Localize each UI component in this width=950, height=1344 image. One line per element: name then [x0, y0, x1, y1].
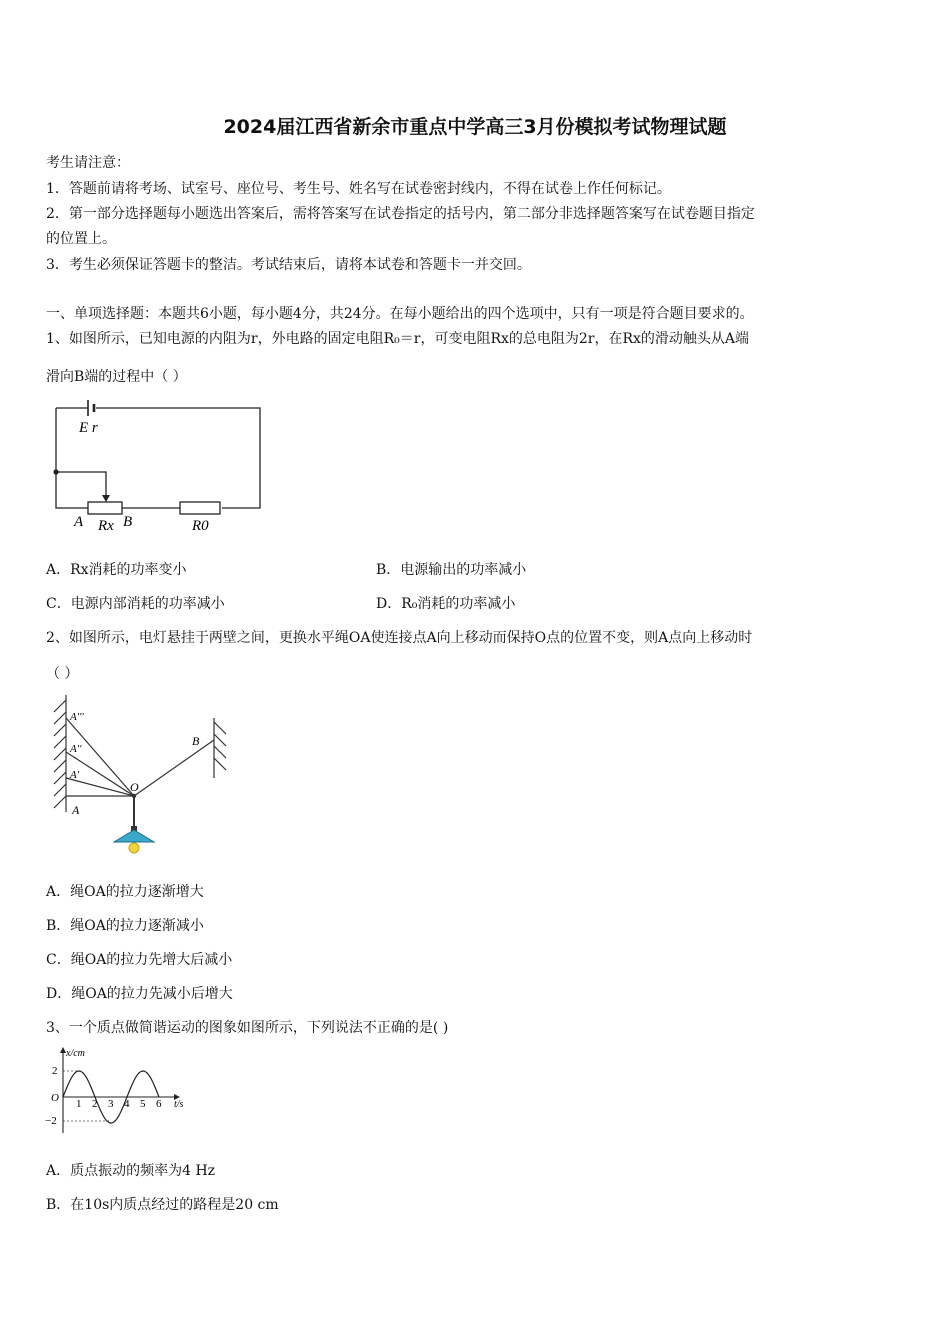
ytick-neg2: −2: [45, 1115, 57, 1127]
q2-stem-line2: （ ）: [46, 666, 79, 682]
xtick-2: 2: [92, 1098, 98, 1110]
b-label: B: [192, 734, 200, 748]
xtick-1: 1: [76, 1098, 82, 1110]
q3-option-a: A．质点振动的频率为4 Hz: [46, 1163, 216, 1179]
page-title: 2024届江西省新余市重点中学高三3月份模拟考试物理试题: [223, 116, 727, 138]
rx-label: Rx: [98, 518, 114, 534]
a2-label: A'': [70, 743, 82, 755]
q1-option-a: A．Rx消耗的功率变小: [46, 562, 187, 578]
a-label: A: [72, 803, 80, 817]
lamp-bulb: [129, 843, 139, 853]
q3-shm-graph: [44, 1045, 204, 1137]
o-label: O: [130, 780, 139, 794]
circuit-wire-top-right: [96, 408, 260, 508]
q1-circuit-figure: [46, 396, 276, 538]
a1-label: A': [70, 769, 80, 781]
q2-stem-line1: 2、如图所示，电灯悬挂于两壁之间，更换水平绳OA使连接点A向上移动而保持O点的位置不变，则A点向上移动时: [46, 630, 753, 646]
q3-option-b: B．在10s内质点经过的路程是20 cm: [46, 1197, 279, 1213]
q1-stem-line1: 1、如图所示，已知电源的内阻为r，外电路的固定电阻R₀＝r，可变电阻Rx的总电阻为2r，在Rx的滑动触头从A端: [46, 331, 750, 347]
junction-dot: [53, 469, 58, 474]
rope-ob: [134, 740, 214, 796]
origin-label: O: [51, 1092, 59, 1104]
xtick-4: 4: [124, 1098, 130, 1110]
notice-item-3: 3．考生必须保证答题卡的整洁。考试结束后，请将本试卷和答题卡一并交回。: [46, 257, 531, 273]
notice-item-2: 2．第一部分选择题每小题选出答案后，需将答案写在试卷指定的括号内，第二部分非选择题答案写在试卷题目指定: [46, 206, 755, 222]
notice-item-1: 1．答题前请将考场、试室号、座位号、考生号、姓名写在试卷密封线内，不得在试卷上作任何标记。: [46, 181, 671, 197]
xtick-5: 5: [140, 1098, 146, 1110]
knot-o: [132, 794, 136, 798]
q2-option-c: C．绳OA的拉力先增大后减小: [46, 952, 233, 968]
r0-resistor: [180, 502, 220, 514]
a-label: A: [74, 514, 84, 530]
r0-label: R0: [192, 518, 209, 534]
b-label: B: [123, 514, 133, 530]
q3-stem: 3、一个质点做简谐运动的图象如图所示，下列说法不正确的是( ): [46, 1020, 449, 1036]
ytick-2: 2: [52, 1065, 58, 1077]
y-axis-label: x/cm: [66, 1048, 85, 1059]
q1-option-d: D．R₀消耗的功率减小: [376, 596, 516, 612]
xtick-6: 6: [156, 1098, 162, 1110]
x-axis-label: t/s: [174, 1099, 184, 1110]
slider-arrow: [102, 495, 110, 502]
q1-option-c: C．电源内部消耗的功率减小: [46, 596, 225, 612]
rx-resistor: [88, 502, 122, 514]
xtick-3: 3: [108, 1098, 114, 1110]
slider-wire: [56, 472, 106, 498]
rope-oa3: [66, 718, 134, 796]
section-heading: 一、单项选择题：本题共6小题，每小题4分，共24分。在每小题给出的四个选项中，只有一项是符合题目要求的。: [46, 306, 754, 322]
a3-label: A''': [70, 711, 84, 723]
q1-option-b: B．电源输出的功率减小: [376, 562, 527, 578]
notice-item-2-cont: 的位置上。: [46, 231, 116, 247]
q2-lamp-figure: [46, 690, 246, 865]
notice-heading: 考生请注意：: [46, 155, 130, 171]
q2-option-d: D．绳OA的拉力先减小后增大: [46, 986, 233, 1002]
q2-option-a: A．绳OA的拉力逐渐增大: [46, 884, 204, 900]
er-label: E r: [79, 420, 98, 436]
q2-option-b: B．绳OA的拉力逐渐减小: [46, 918, 204, 934]
lamp-shade: [114, 830, 154, 842]
q1-stem-line2: 滑向B端的过程中（ ）: [46, 369, 187, 385]
